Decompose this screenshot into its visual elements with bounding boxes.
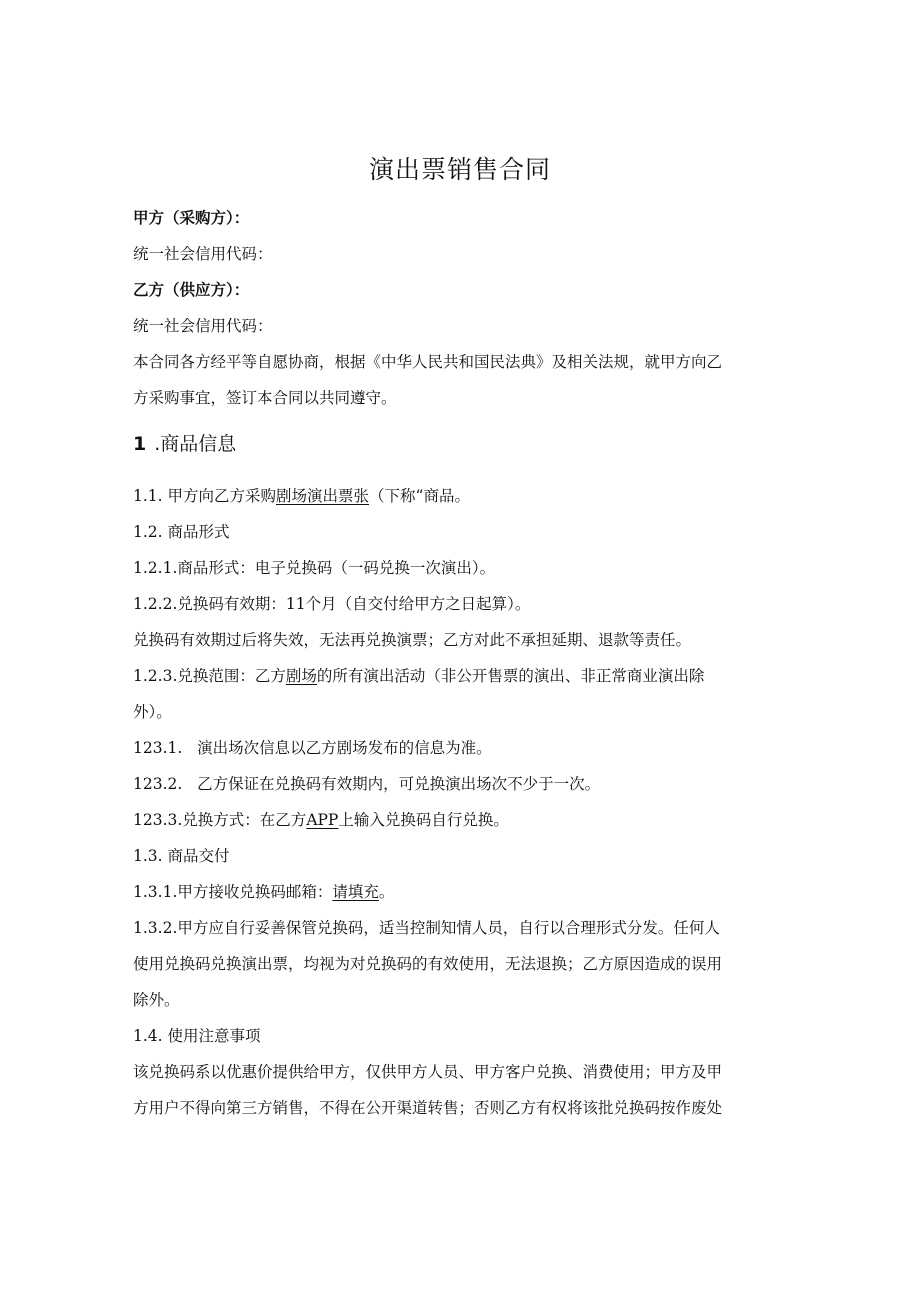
- party-b-label: 乙方（供应方）：: [133, 281, 250, 299]
- clause-1-3-2-line-2: 使用兑换码兑换演出票，均视为对兑换码的有效使用，无法退换；乙方原因造成的误用: [133, 955, 723, 973]
- clause-123-1: 123.1. 演出场次信息以乙方剧场发布的信息为准。: [133, 739, 492, 757]
- clause-1-2-2: 1.2.2.兑换码有效期：11个月（自交付给甲方之日起算）。: [133, 595, 531, 613]
- party-b-credit-code: 统一社会信用代码：: [133, 317, 273, 335]
- clause-text: 1.1. 甲方向乙方采购: [133, 487, 277, 505]
- clause-text: 上输入兑换码自行兑换。: [338, 811, 509, 829]
- clause-1-2: 1.2. 商品形式: [133, 523, 230, 541]
- clause-1-2-3: [133, 658, 785, 694]
- clause-1-3-1: [133, 874, 785, 910]
- clause-text: 1.2.3.兑换范围：乙方: [133, 667, 286, 685]
- clause-text: 。: [378, 883, 395, 901]
- clause-123-2: 123.2. 乙方保证在兑换码有效期内，可兑换演出场次不少于一次。: [133, 775, 601, 793]
- clause-1-2-3-cont: 外）。: [133, 703, 172, 721]
- clause-text: 的所有演出活动（非公开售票的演出、非正常商业演出除: [316, 667, 705, 685]
- clause-123-3: [133, 802, 785, 838]
- clause-1-2-2-note: 兑换码有效期过后将失效，无法再兑换演票；乙方对此不承担延期、退款等责任。: [133, 631, 692, 649]
- section-heading-goods-info: [133, 426, 785, 462]
- clause-1-4: 1.4. 使用注意事项: [133, 1027, 261, 1045]
- underlined-field: 请填充: [332, 883, 379, 901]
- preamble-line-1: 本合同各方经平等自愿协商，根据《中华人民共和国民法典》及相关法规，就甲方向乙: [133, 353, 723, 371]
- clause-text: （下称“商品。: [369, 487, 470, 505]
- party-a-credit-code: 统一社会信用代码：: [133, 245, 273, 263]
- clause-1-2-1: 1.2.1.商品形式：电子兑换码（一码兑换一次演出）。: [133, 559, 496, 577]
- clause-text: 123.3.兑换方式：在乙方: [133, 811, 307, 829]
- preamble-line-2: 方采购事宜，签订本合同以共同遵守。: [133, 389, 397, 407]
- contract-body: [133, 200, 785, 1126]
- underlined-field: 剧场: [285, 667, 317, 685]
- underlined-field: APP: [306, 811, 339, 829]
- clause-1-3: 1.3. 商品交付: [133, 847, 230, 865]
- clause-1-4-line-1: 该兑换码系以优惠价提供给甲方，仅供甲方人员、甲方客户兑换、消费使用；甲方及甲: [133, 1063, 723, 1081]
- underlined-field: 剧场演出票张: [276, 487, 370, 505]
- clause-1-3-2-line-3: 除外。: [133, 991, 180, 1009]
- section-title: .商品信息: [154, 433, 237, 455]
- document-title: 演出票销售合同: [368, 155, 551, 184]
- clause-text: 1.3.1.甲方接收兑换码邮箱：: [133, 883, 333, 901]
- party-a-label: 甲方（采购方）：: [133, 209, 250, 227]
- section-number: 1: [133, 433, 147, 455]
- clause-1-4-line-2: 方用户不得向第三方销售，不得在公开渠道转售；否则乙方有权将该批兑换码按作废处: [133, 1099, 723, 1117]
- clause-1-1: [133, 478, 785, 514]
- clause-1-3-2-line-1: 1.3.2.甲方应自行妥善保管兑换码，适当控制知情人员，自行以合理形式分发。任何人: [133, 919, 720, 937]
